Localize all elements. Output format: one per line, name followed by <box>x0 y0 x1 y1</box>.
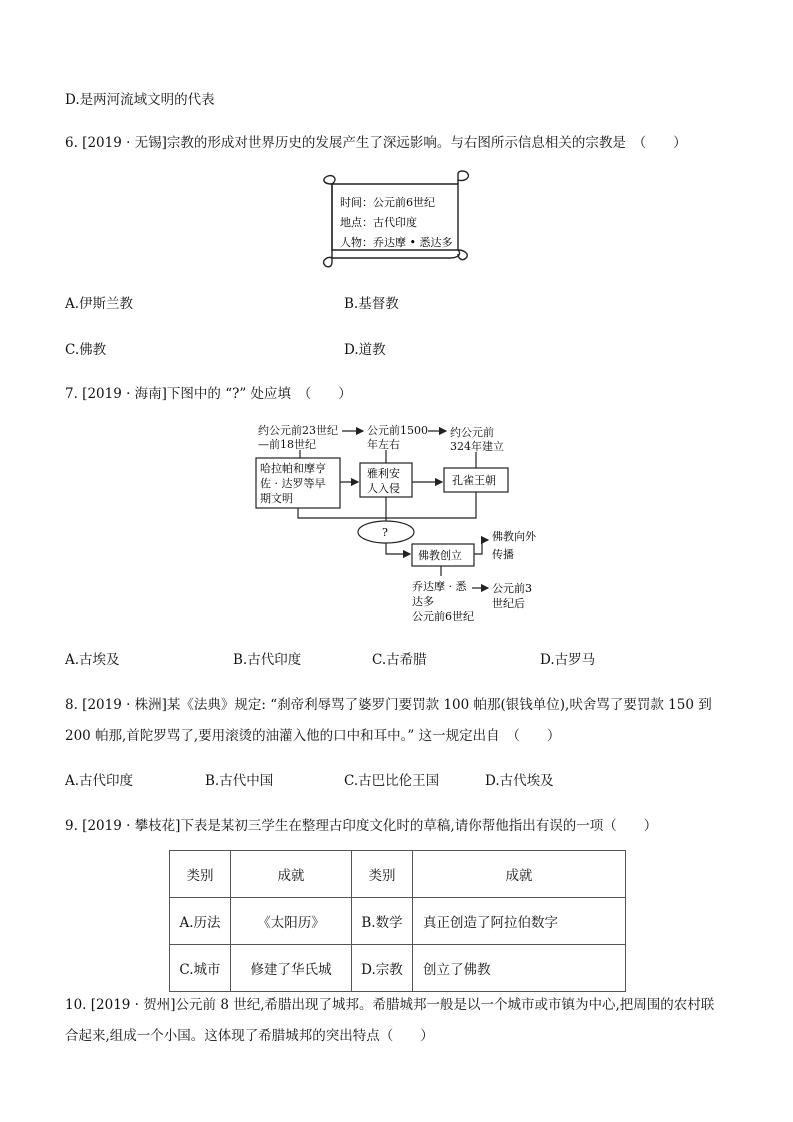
svg-text:传播: 传播 <box>492 548 514 561</box>
header-achievement: 成就 <box>231 851 352 898</box>
q7-stem: 7. [2019 · 海南]下图中的 “?” 处应填 （ ） <box>65 386 352 402</box>
table-cell: A.历法 <box>170 898 231 945</box>
q6-option-c[interactable]: C.佛教 <box>65 342 107 358</box>
q9-stem: 9. [2019 · 攀枝花]下表是某初三学生在整理古印度文化时的草稿,请你帮他指出有误的一项（ ） <box>65 818 658 834</box>
top3-line1: 约公元前 <box>450 426 494 439</box>
table-cell: B.数学 <box>352 898 413 945</box>
svg-text:期文明: 期文明 <box>260 492 293 505</box>
table-cell: 《太阳历》 <box>231 898 352 945</box>
top1-line1: 约公元前23世纪 <box>258 424 338 437</box>
q6-scroll-figure <box>318 170 478 272</box>
top3-line2: 324年建立 <box>450 440 504 453</box>
svg-text:人入侵: 人入侵 <box>367 482 400 495</box>
q8-option-d[interactable]: D.古代埃及 <box>485 773 554 789</box>
svg-text:达多: 达多 <box>412 595 434 608</box>
q6-option-b[interactable]: B.基督教 <box>344 296 399 312</box>
q6-option-a[interactable]: A.伊斯兰教 <box>65 296 134 312</box>
table-row <box>170 945 626 992</box>
table-header-row <box>170 851 626 898</box>
svg-text:孔雀王朝: 孔雀王朝 <box>452 474 496 487</box>
top1-line2: —前18世纪 <box>258 438 316 451</box>
table-cell: C.城市 <box>170 945 231 992</box>
q8-option-a[interactable]: A.古代印度 <box>65 773 134 789</box>
q10-stem-line2: 合起来,组成一个小国。这体现了希腊城邦的突出特点（ ） <box>65 1028 434 1044</box>
header-category: 类别 <box>170 851 231 898</box>
scroll-line-3: 人物：乔达摩 • 悉达多 <box>340 236 453 249</box>
q10-stem-line1: 10. [2019 · 贺州]公元前 8 世纪,希腊出现了城邦。希腊城邦一般是以一个城市或市镇为中心,把周围的农村联 <box>65 997 715 1013</box>
q8-stem-line2: 200 帕那,首陀罗骂了,要用滚烫的油灌入他的口中和耳中。” 这一规定出自 （ ） <box>65 728 561 744</box>
q7-option-c[interactable]: C.古希腊 <box>372 652 427 668</box>
svg-text:雅利安: 雅利安 <box>367 467 400 480</box>
header-achievement: 成就 <box>413 851 626 898</box>
header-category: 类别 <box>352 851 413 898</box>
q7-option-a[interactable]: A.古埃及 <box>65 652 120 668</box>
q5-option-d: D.是两河流域文明的代表 <box>65 92 215 108</box>
q6-stem: 6. [2019 · 无锡]宗教的形成对世界历史的发展产生了深远影响。与右图所示信息相关的宗教是 （ ） <box>65 135 687 151</box>
svg-text:世纪后: 世纪后 <box>492 597 525 610</box>
scroll-line-1: 时间：公元前6世纪 <box>340 196 435 209</box>
table-row <box>170 898 626 945</box>
q6-option-d[interactable]: D.道教 <box>344 342 386 358</box>
top2-line2: 年左右 <box>367 438 400 451</box>
q7-option-b[interactable]: B.古代印度 <box>233 652 302 668</box>
svg-text:哈拉帕和摩亨: 哈拉帕和摩亨 <box>260 462 326 475</box>
table-cell: 修建了华氏城 <box>231 945 352 992</box>
svg-text:公元前6世纪: 公元前6世纪 <box>412 610 474 623</box>
svg-text:公元前3: 公元前3 <box>492 582 532 595</box>
svg-text:佐 · 达罗等早: 佐 · 达罗等早 <box>260 477 326 490</box>
q8-stem-line1: 8. [2019 · 株洲]某《法典》规定: “刹帝利辱骂了婆罗门要罚款 100 帕那(银钱单位),吠舍骂了要罚款 150 到 <box>65 697 712 713</box>
scroll-line-2: 地点：古代印度 <box>340 216 417 229</box>
svg-text:乔达摩 · 悉: 乔达摩 · 悉 <box>412 580 467 593</box>
scroll-right-roll <box>458 171 468 260</box>
table-cell: 创立了佛教 <box>413 945 626 992</box>
q8-option-b[interactable]: B.古代中国 <box>205 773 274 789</box>
q8-option-c[interactable]: C.古巴比伦王国 <box>344 773 440 789</box>
svg-text:?: ? <box>382 526 388 539</box>
table-cell: D.宗教 <box>352 945 413 992</box>
top2-line1: 公元前1500 <box>367 424 428 437</box>
svg-text:佛教创立: 佛教创立 <box>418 549 462 562</box>
svg-text:佛教向外: 佛教向外 <box>492 530 536 543</box>
q9-table <box>169 850 626 992</box>
q7-flow-diagram <box>250 420 560 630</box>
q7-option-d[interactable]: D.古罗马 <box>540 652 596 668</box>
table-cell: 真正创造了阿拉伯数字 <box>413 898 626 945</box>
